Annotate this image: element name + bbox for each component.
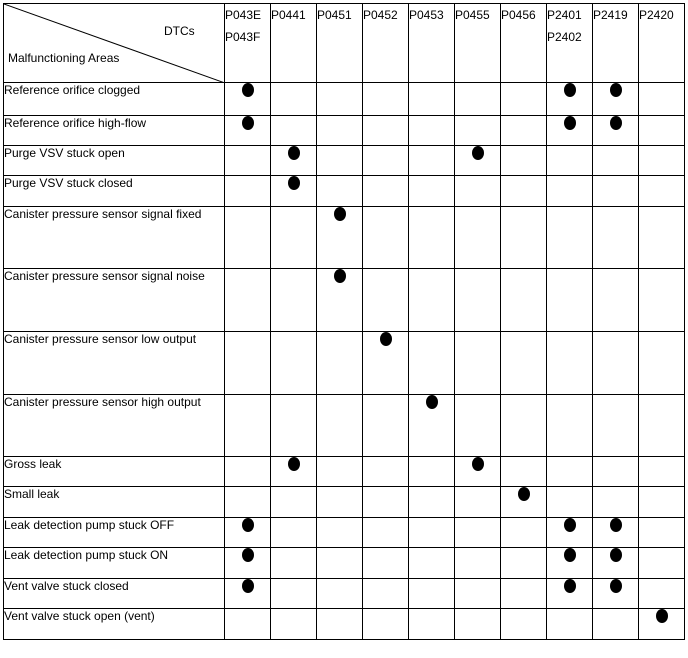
dtc-cell — [409, 146, 455, 176]
applicable-dot-icon — [426, 395, 438, 409]
dtc-code: P0452 — [363, 8, 398, 22]
dtc-cell — [271, 487, 317, 518]
applicable-dot-icon — [610, 116, 622, 130]
applicable-dot-icon — [472, 146, 484, 160]
applicable-dot-icon — [288, 457, 300, 471]
dtc-code: P043E — [225, 8, 262, 22]
dtc-column-header — [547, 4, 593, 83]
dtc-cell — [455, 146, 501, 176]
table-row — [4, 332, 685, 395]
dtc-cell — [639, 487, 685, 518]
applicable-dot-icon — [242, 579, 254, 593]
applicable-dot-icon — [288, 146, 300, 160]
table-row — [4, 207, 685, 269]
dtc-cell — [317, 579, 363, 609]
malfunction-area-label: Purge VSV stuck closed — [4, 176, 225, 207]
dtc-cell — [593, 83, 639, 116]
dtc-code: P2401 — [547, 8, 582, 22]
applicable-dot-icon — [564, 579, 576, 593]
dtc-cell — [547, 457, 593, 487]
dtc-cell — [409, 332, 455, 395]
corner-header-cell — [4, 4, 225, 83]
dtc-cell — [363, 518, 409, 548]
dtc-cell — [225, 207, 271, 269]
dtc-cell — [363, 487, 409, 518]
dtc-cell — [501, 457, 547, 487]
dtc-cell — [593, 518, 639, 548]
dtc-cell — [409, 579, 455, 609]
dtc-cell — [455, 395, 501, 457]
dtc-cell — [409, 457, 455, 487]
applicable-dot-icon — [610, 548, 622, 562]
dtc-cell — [455, 518, 501, 548]
applicable-dot-icon — [564, 548, 576, 562]
malfunction-area-label: Leak detection pump stuck ON — [4, 548, 225, 579]
dtc-column-header — [501, 4, 547, 83]
dtc-cell — [547, 395, 593, 457]
table-row — [4, 609, 685, 640]
applicable-dot-icon — [610, 83, 622, 97]
dtc-cell — [547, 518, 593, 548]
dtc-cell — [363, 609, 409, 640]
dtc-cell — [409, 176, 455, 207]
applicable-dot-icon — [242, 518, 254, 532]
applicable-dot-icon — [518, 487, 530, 501]
applicable-dot-icon — [564, 83, 576, 97]
dtc-cell — [547, 176, 593, 207]
dtc-code: P2402 — [547, 30, 582, 44]
dtc-cell — [317, 395, 363, 457]
dtc-cell — [639, 457, 685, 487]
applicable-dot-icon — [242, 548, 254, 562]
dtc-column-header — [593, 4, 639, 83]
dtc-matrix-table — [3, 3, 685, 640]
dtc-cell — [225, 176, 271, 207]
dtc-cell — [271, 457, 317, 487]
dtc-cell — [593, 457, 639, 487]
dtc-cell — [455, 176, 501, 207]
dtc-cell — [409, 487, 455, 518]
dtc-column-header — [363, 4, 409, 83]
dtc-cell — [501, 332, 547, 395]
dtc-cell — [225, 518, 271, 548]
dtc-cell — [317, 269, 363, 332]
dtc-cell — [593, 548, 639, 579]
dtc-cell — [455, 83, 501, 116]
dtc-cell — [225, 548, 271, 579]
malfunction-area-label: Canister pressure sensor signal noise — [4, 269, 225, 332]
dtc-cell — [501, 395, 547, 457]
applicable-dot-icon — [242, 116, 254, 130]
dtc-code: P0451 — [317, 8, 352, 22]
dtc-cell — [225, 609, 271, 640]
dtc-code: P0456 — [501, 8, 536, 22]
dtc-cell — [501, 487, 547, 518]
dtc-cell — [317, 487, 363, 518]
dtc-cell — [455, 269, 501, 332]
dtc-cell — [455, 487, 501, 518]
dtc-cell — [593, 146, 639, 176]
dtc-cell — [271, 176, 317, 207]
dtc-cell — [363, 332, 409, 395]
dtc-cell — [317, 332, 363, 395]
dtc-cell — [547, 116, 593, 146]
dtc-cell — [501, 176, 547, 207]
dtc-cell — [271, 332, 317, 395]
table-row — [4, 487, 685, 518]
dtc-cell — [363, 207, 409, 269]
dtc-cell — [317, 518, 363, 548]
dtc-cell — [271, 609, 317, 640]
table-row — [4, 116, 685, 146]
dtc-cell — [363, 269, 409, 332]
table-row — [4, 146, 685, 176]
dtc-cell — [317, 146, 363, 176]
dtc-cell — [501, 146, 547, 176]
dtc-cell — [317, 457, 363, 487]
dtc-cell — [271, 83, 317, 116]
table-row — [4, 548, 685, 579]
dtc-cell — [363, 457, 409, 487]
dtc-cell — [593, 395, 639, 457]
dtc-cell — [455, 116, 501, 146]
dtc-cell — [547, 269, 593, 332]
applicable-dot-icon — [334, 269, 346, 283]
dtc-column-header — [455, 4, 501, 83]
dtc-cell — [409, 269, 455, 332]
dtc-cell — [225, 83, 271, 116]
dtc-cell — [225, 395, 271, 457]
dtc-cell — [225, 332, 271, 395]
dtc-cell — [363, 116, 409, 146]
applicable-dot-icon — [564, 518, 576, 532]
diagonal-divider-line — [4, 4, 225, 83]
dtc-code: P0441 — [271, 8, 306, 22]
dtc-cell — [593, 609, 639, 640]
applicable-dot-icon — [610, 518, 622, 532]
dtc-cell — [225, 146, 271, 176]
table-body — [4, 83, 685, 640]
dtc-cell — [639, 176, 685, 207]
applicable-dot-icon — [380, 332, 392, 346]
dtc-cell — [363, 146, 409, 176]
dtc-cell — [639, 83, 685, 116]
dtc-cell — [363, 395, 409, 457]
dtc-cell — [271, 116, 317, 146]
malfunction-area-label: Vent valve stuck closed — [4, 579, 225, 609]
malfunction-area-label: Leak detection pump stuck OFF — [4, 518, 225, 548]
dtc-cell — [225, 269, 271, 332]
dtc-cell — [501, 269, 547, 332]
dtc-cell — [455, 548, 501, 579]
dtc-cell — [455, 457, 501, 487]
dtc-column-header — [409, 4, 455, 83]
dtc-cell — [317, 207, 363, 269]
malfunction-area-label: Reference orifice clogged — [4, 83, 225, 116]
dtc-cell — [501, 548, 547, 579]
applicable-dot-icon — [656, 609, 668, 623]
applicable-dot-icon — [472, 457, 484, 471]
dtc-cell — [409, 548, 455, 579]
malfunction-area-label: Vent valve stuck open (vent) — [4, 609, 225, 640]
table-row — [4, 457, 685, 487]
dtc-column-header — [639, 4, 685, 83]
applicable-dot-icon — [334, 207, 346, 221]
dtc-code: P043F — [225, 30, 261, 44]
dtc-cell — [271, 269, 317, 332]
dtc-cell — [409, 116, 455, 146]
dtc-cell — [593, 579, 639, 609]
dtc-cell — [271, 548, 317, 579]
dtc-cell — [547, 332, 593, 395]
applicable-dot-icon — [242, 83, 254, 97]
dtc-cell — [271, 146, 317, 176]
dtc-cell — [317, 83, 363, 116]
malfunction-area-label: Canister pressure sensor signal fixed — [4, 207, 225, 269]
dtc-column-header — [271, 4, 317, 83]
dtc-cell — [409, 395, 455, 457]
table-row — [4, 518, 685, 548]
dtc-cell — [317, 548, 363, 579]
applicable-dot-icon — [610, 579, 622, 593]
dtc-code: P2420 — [639, 8, 674, 22]
dtc-cell — [639, 395, 685, 457]
dtc-cell — [593, 116, 639, 146]
dtc-cell — [547, 487, 593, 518]
dtc-cell — [639, 116, 685, 146]
dtc-cell — [455, 207, 501, 269]
dtc-code: P0453 — [409, 8, 444, 22]
malfunction-area-label: Reference orifice high-flow — [4, 116, 225, 146]
dtc-cell — [225, 116, 271, 146]
dtc-cell — [547, 548, 593, 579]
dtc-cell — [317, 609, 363, 640]
dtc-cell — [501, 116, 547, 146]
dtc-cell — [501, 609, 547, 640]
dtc-cell — [547, 207, 593, 269]
dtc-cell — [501, 579, 547, 609]
dtc-cell — [593, 269, 639, 332]
dtc-cell — [271, 518, 317, 548]
dtc-column-header — [317, 4, 363, 83]
dtc-code: P0455 — [455, 8, 490, 22]
dtc-cell — [363, 83, 409, 116]
dtc-cell — [409, 518, 455, 548]
malfunction-area-label: Gross leak — [4, 457, 225, 487]
dtcs-label: DTCs — [164, 24, 195, 38]
dtc-cell — [501, 518, 547, 548]
dtc-cell — [639, 207, 685, 269]
malfunction-area-label: Canister pressure sensor high output — [4, 395, 225, 457]
malfunctioning-areas-label: Malfunctioning Areas — [8, 51, 120, 65]
dtc-cell — [547, 579, 593, 609]
dtc-cell — [409, 609, 455, 640]
dtc-cell — [271, 579, 317, 609]
malfunction-area-label: Small leak — [4, 487, 225, 518]
table-row — [4, 83, 685, 116]
dtc-cell — [639, 146, 685, 176]
malfunction-area-label: Canister pressure sensor low output — [4, 332, 225, 395]
dtc-cell — [225, 457, 271, 487]
dtc-cell — [547, 146, 593, 176]
dtc-cell — [593, 176, 639, 207]
dtc-cell — [271, 207, 317, 269]
dtc-cell — [225, 487, 271, 518]
malfunction-area-label: Purge VSV stuck open — [4, 146, 225, 176]
dtc-cell — [639, 269, 685, 332]
dtc-cell — [593, 207, 639, 269]
dtc-cell — [409, 83, 455, 116]
table-row — [4, 269, 685, 332]
dtc-cell — [639, 518, 685, 548]
table-row — [4, 395, 685, 457]
dtc-code: P2419 — [593, 8, 628, 22]
dtc-cell — [639, 332, 685, 395]
dtc-cell — [455, 609, 501, 640]
dtc-cell — [639, 579, 685, 609]
dtc-cell — [363, 579, 409, 609]
dtc-cell — [363, 548, 409, 579]
dtc-table-container — [3, 3, 685, 640]
dtc-cell — [409, 207, 455, 269]
dtc-cell — [593, 332, 639, 395]
table-row — [4, 579, 685, 609]
header-row — [4, 4, 685, 83]
dtc-cell — [547, 609, 593, 640]
applicable-dot-icon — [288, 176, 300, 190]
dtc-cell — [639, 609, 685, 640]
dtc-cell — [639, 548, 685, 579]
dtc-cell — [501, 83, 547, 116]
dtc-cell — [363, 176, 409, 207]
dtc-cell — [547, 83, 593, 116]
dtc-cell — [271, 395, 317, 457]
table-row — [4, 176, 685, 207]
dtc-cell — [225, 579, 271, 609]
dtc-cell — [593, 487, 639, 518]
dtc-cell — [455, 332, 501, 395]
dtc-cell — [501, 207, 547, 269]
dtc-cell — [455, 579, 501, 609]
applicable-dot-icon — [564, 116, 576, 130]
dtc-column-header — [225, 4, 271, 83]
dtc-cell — [317, 116, 363, 146]
dtc-cell — [317, 176, 363, 207]
